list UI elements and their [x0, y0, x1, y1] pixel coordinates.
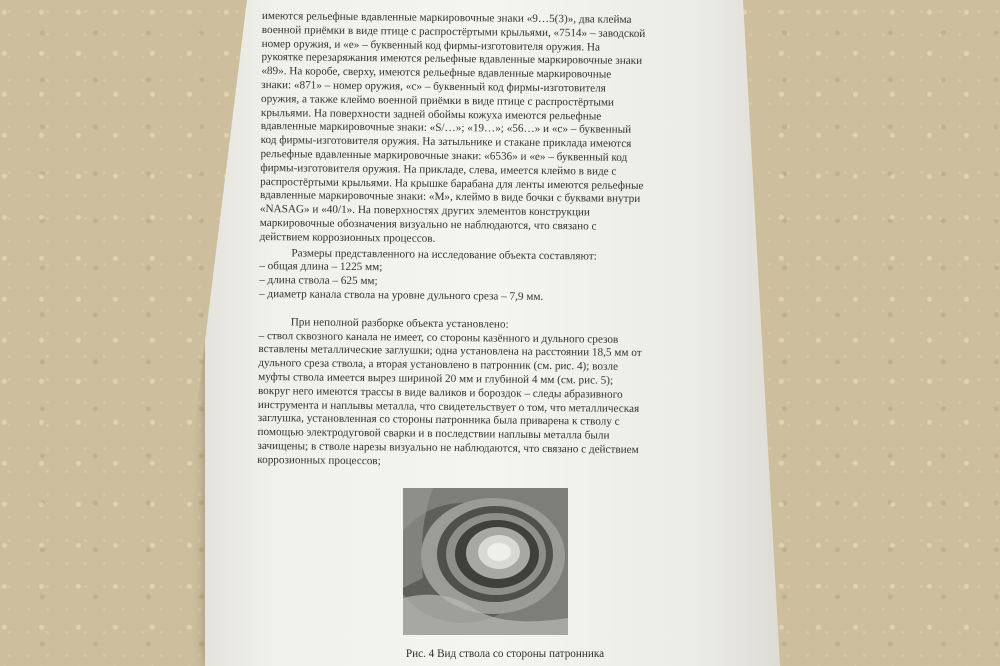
- text-line: инструмента и наплывы металла, что свидетельствует о том, что металлическая: [257, 398, 640, 415]
- text-line: «89». На коробе, сверху, имеются рельефные вдавленные маркировочные: [261, 65, 612, 81]
- disassembly-section: [257, 316, 729, 473]
- markings-paragraph: [260, 10, 732, 249]
- text-line: знаки: «871» – номер оружия, «с» – буквенный код фирмы-изготовителя: [261, 78, 606, 95]
- text-line: вдавленные маркировочные знаки: «М», клеймо в виде бочки с буквами внутри: [259, 189, 641, 206]
- text-line: рельефные вдавленные маркировочные знаки: «6536» и «е» – буквенный код: [260, 147, 628, 164]
- text-line: зачищены; в стволе нарезы визуально не наблюдаются, что связано с действием: [257, 439, 639, 456]
- barrel-end-image: [403, 488, 568, 635]
- text-line: имеются рельефные вдавленные маркировочные знаки «9…5(3)», два клейма: [261, 10, 632, 26]
- text-line: вставлены металлические заглушки; одна установлена на расстоянии 18,5 мм от: [258, 343, 642, 360]
- text-line: вокруг него имеются трассы в виде валиков и бороздок – следы абразивного: [257, 384, 623, 401]
- text-line: распростёртыми крыльями. На крышке барабана для ленты имеются рельефные: [260, 175, 644, 192]
- text-line: рукоятке перезаряжания имеются рельефные вдавленные маркировочные знаки: [261, 51, 643, 68]
- text-line: заглушка, установленная со стороны патронника была приварена к стволу с: [257, 412, 620, 429]
- text-line: фирмы-изготовителя оружия. На прикладе, слева, имеется клеймо в виде с: [260, 161, 617, 178]
- text-line: дульного среза ствола, а вторая установлено в патронник (см. рис. 4); возле: [258, 357, 619, 373]
- document-text: [257, 10, 732, 472]
- text-line: номер оружия, и «е» – буквенный код фирмы-изготовителя оружия. На: [261, 37, 601, 54]
- text-line: действием коррозионных процессов.: [259, 230, 436, 245]
- dimension-item: – общая длина – 1225 мм;: [259, 260, 383, 274]
- text-line: «NASAG» и «40/1». На поверхностях других элементов конструкции: [259, 203, 591, 219]
- text-line: помощью электродуговой сварки и в последствии наплывы металла были: [257, 426, 610, 442]
- text-line: код фирмы-изготовителя оружия. На затыльнике и стакане приклада имеются: [260, 134, 632, 151]
- text-line: оружия, а также клеймо военной приёмки в виде птице с распростёртыми: [261, 92, 615, 109]
- text-line: муфты ствола имеется вырез шириной 20 мм и глубиной 4 мм (см. рис. 5);: [258, 370, 614, 387]
- barrel-photo: [403, 488, 568, 635]
- disassembly-lead: При неполной разборке объекта установлено:: [290, 316, 509, 331]
- text-line: вдавленные маркировочные знаки: «S/…»; «19…»; «56…» и «с» – буквенный: [260, 120, 632, 137]
- dimension-item: – длина ствола – 625 мм;: [259, 274, 378, 288]
- figure-caption: Рис. 4 Вид ствола со стороны патронника: [405, 648, 605, 660]
- text-line: маркировочные обозначения визуально не наблюдаются, что связано с: [259, 216, 597, 233]
- dimensions-block: [259, 247, 730, 307]
- disassembly-paragraph: [257, 330, 728, 473]
- text-line: – ствол сквозного канала не имеет, со стороны казённого и дульного срезов: [258, 329, 619, 346]
- dimensions-lead: Размеры представленного на исследование объекта составляют:: [291, 246, 597, 263]
- dimension-item: – диаметр канала ствола на уровне дульного среза – 7,9 мм.: [258, 287, 544, 303]
- text-line: коррозионных процессов;: [257, 453, 381, 467]
- text-line: крыльями. На поверхности задней обоймы кожуха имеются рельефные: [260, 106, 602, 123]
- text-line: военной приёмки в виде птице с распростёртыми крыльями, «7514» – заводской: [261, 23, 646, 40]
